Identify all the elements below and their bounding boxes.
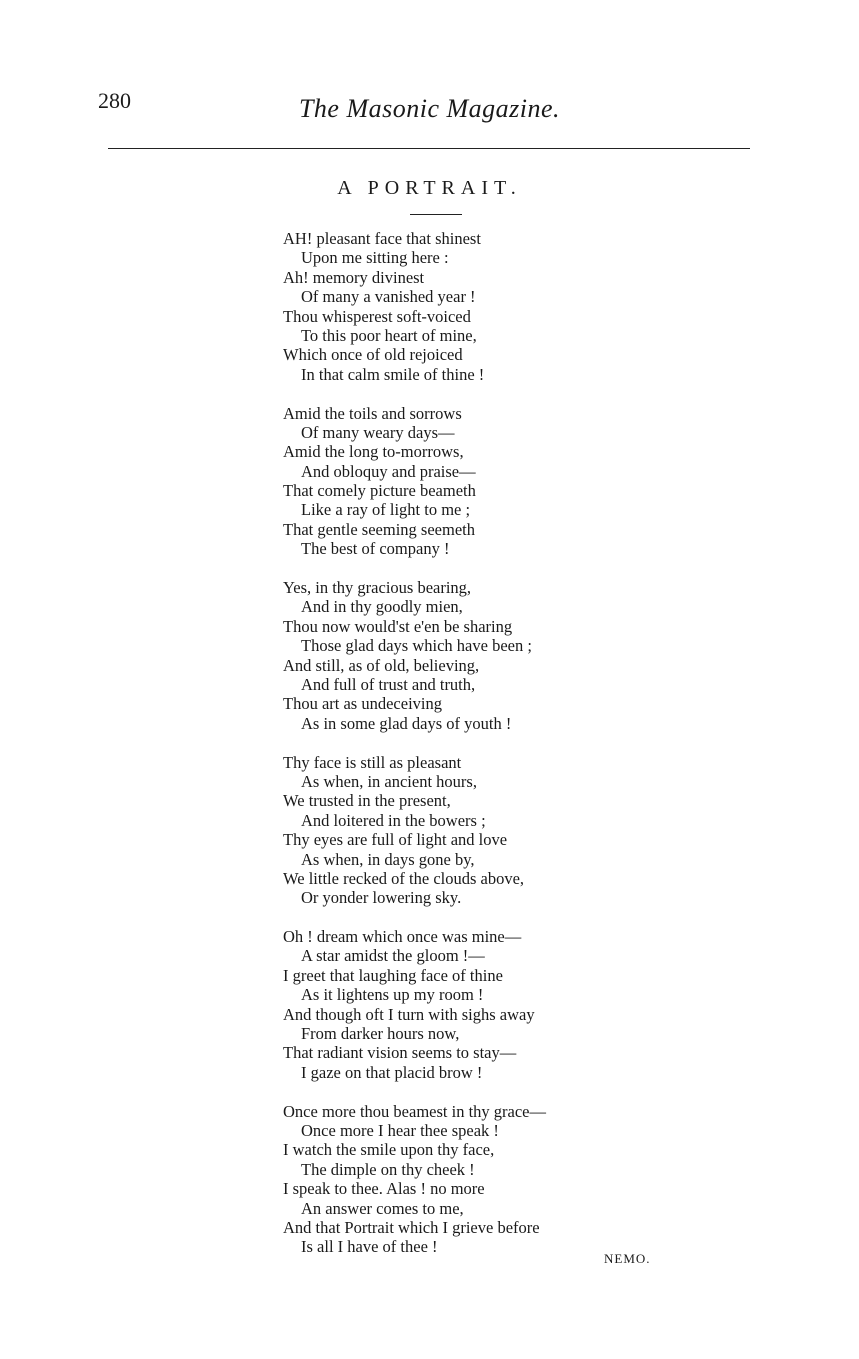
stanza [283, 1102, 703, 1257]
poem-line: We trusted in the present, [283, 791, 451, 811]
poem-line: From darker hours now, [301, 1024, 460, 1044]
poem-line: And in thy goodly mien, [301, 597, 463, 617]
stanza [283, 753, 703, 908]
title-rule [410, 214, 462, 215]
poem-line: Thou art as undeceiving [283, 694, 442, 714]
stanza [283, 578, 703, 733]
page-number: 280 [98, 88, 131, 113]
poem-line: Upon me sitting here : [301, 248, 449, 268]
poem-line: The best of company ! [301, 539, 450, 559]
poem-line: Of many a vanished year ! [301, 287, 476, 307]
poem-line: I watch the smile upon thy face, [283, 1140, 495, 1160]
poem-line: Thou now would'st e'en be sharing [283, 616, 513, 636]
poem-title: A PORTRAIT. [337, 177, 522, 199]
poem-line: A star amidst the gloom !— [301, 946, 485, 966]
poem-line: Once more I hear thee speak ! [301, 1120, 499, 1140]
poem-line: As when, in days gone by, [301, 849, 475, 869]
poem-line: In that calm smile of thine ! [301, 364, 485, 384]
poem-line: I speak to thee. Alas ! no more [283, 1179, 485, 1199]
poem-line: To this poor heart of mine, [301, 325, 477, 345]
poem-line: That comely picture beameth [283, 481, 476, 501]
poem-body [283, 229, 703, 1257]
poem-line: Which once of old rejoiced [283, 345, 463, 365]
poem-line: I gaze on that placid brow ! [301, 1062, 483, 1082]
poem-line: Thou whisperest soft-voiced [283, 306, 471, 326]
poem-line: That radiant vision seems to stay— [283, 1043, 517, 1063]
poem-line: AH! pleasant face that shinest [283, 229, 481, 248]
poem-line: And full of trust and truth, [301, 674, 476, 694]
poem-line: Of many weary days— [301, 422, 455, 442]
author-signature: NEMO. [604, 1251, 651, 1266]
stanza [283, 404, 703, 559]
poem-line: Thy eyes are full of light and love [283, 830, 508, 850]
poem-line: As in some glad days of youth ! [301, 713, 512, 733]
poem-line: Like a ray of light to me ; [301, 500, 471, 520]
poem-line: Yes, in thy gracious bearing, [283, 578, 472, 598]
poem-line: An answer comes to me, [301, 1198, 464, 1218]
poem-line: And though oft I turn with sighs away [283, 1004, 535, 1024]
stanza [283, 229, 703, 384]
poem-line: That gentle seeming seemeth [283, 519, 475, 539]
poem-line: As when, in ancient hours, [301, 771, 477, 791]
poem-line: Oh ! dream which once was mine— [283, 927, 522, 947]
poem-line: Thy face is still as pleasant [283, 752, 462, 772]
poem-line: Once more thou beamest in thy grace— [283, 1101, 546, 1121]
poem-line: I greet that laughing face of thine [283, 965, 503, 985]
poem-line: And still, as of old, believing, [283, 655, 480, 675]
poem-line: Amid the long to-morrows, [283, 442, 464, 462]
poem-line: The dimple on thy cheek ! [301, 1159, 475, 1179]
poem-line: Ah! memory divinest [283, 267, 425, 287]
poem-line: And loitered in the bowers ; [301, 810, 486, 830]
poem-line: Amid the toils and sorrows [283, 403, 462, 423]
poem-line: Is all I have of thee ! [301, 1237, 438, 1257]
poem-line: We little recked of the clouds above, [283, 868, 525, 888]
poem-line: And obloquy and praise— [301, 461, 476, 481]
header-rule [108, 148, 750, 149]
poem-line: And that Portrait which I grieve before [283, 1217, 540, 1237]
poem-line: Those glad days which have been ; [301, 636, 532, 656]
poem-line: Or yonder lowering sky. [301, 888, 462, 908]
stanza [283, 927, 703, 1082]
running-title: The Masonic Magazine. [298, 94, 561, 123]
poem-line: As it lightens up my room ! [301, 985, 484, 1005]
